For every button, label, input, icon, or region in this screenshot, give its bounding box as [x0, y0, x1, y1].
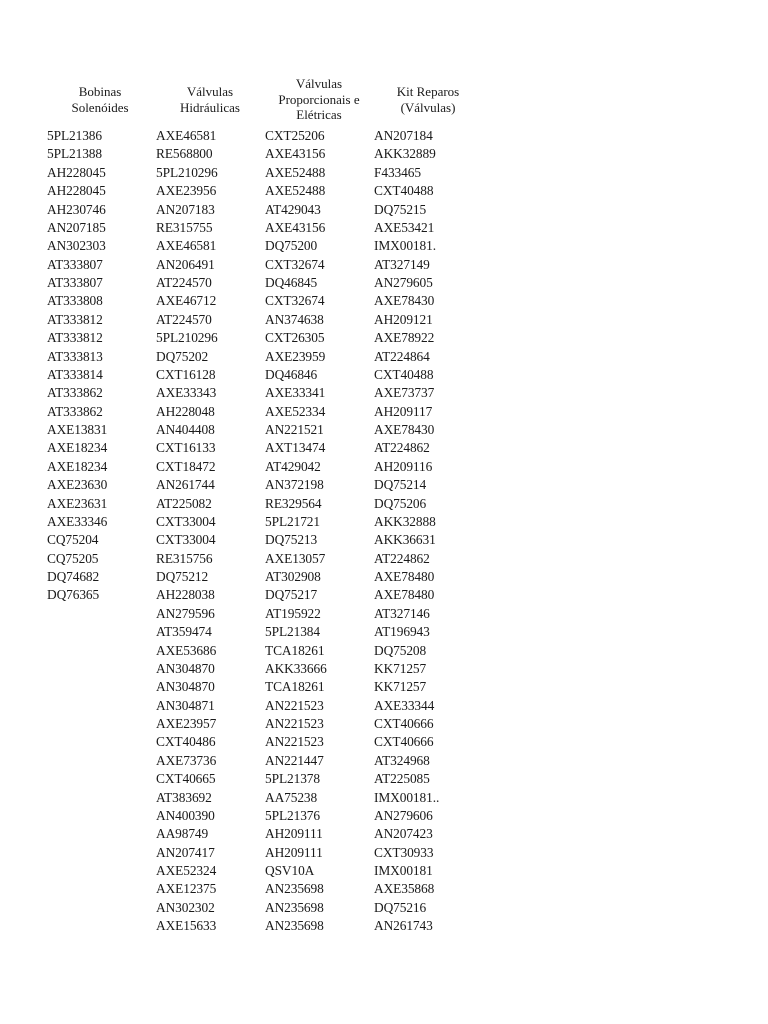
part-number: TCA18261: [265, 642, 325, 658]
header-line: Proporcionais e: [278, 91, 360, 107]
header-valvulas-hidraulicas: [166, 84, 254, 115]
part-number: AKK32889: [374, 146, 436, 162]
part-number: AN374638: [265, 311, 324, 327]
part-number: AN372198: [265, 477, 324, 493]
header-valvulas-proporcionais-eletricas: [266, 76, 372, 123]
part-number: RE568800: [156, 146, 213, 162]
column-valvulas-hidraulicas: [156, 127, 218, 936]
part-number: AKK33666: [265, 660, 327, 676]
part-number: AXE23957: [156, 716, 217, 731]
part-number: DQ75213: [265, 532, 318, 548]
part-number: 5PL21378: [265, 771, 320, 787]
part-number: AH209121: [374, 311, 433, 327]
part-number: AXE23631: [47, 495, 108, 511]
part-number: CXT30933: [374, 844, 434, 860]
header-kit-reparos: [384, 84, 472, 115]
part-number: AKK32888: [374, 513, 436, 529]
part-number: DQ75202: [156, 348, 209, 364]
part-number: AN304871: [156, 697, 215, 713]
part-number: AXE53421: [374, 219, 435, 235]
part-number: AN235698: [265, 899, 324, 915]
part-number: AXE78430: [374, 293, 435, 309]
part-number: 5PL21721: [265, 513, 320, 529]
part-number: CXT40486: [156, 734, 216, 750]
part-number: DQ46846: [265, 366, 318, 382]
part-number: AT196943: [374, 624, 430, 640]
part-number: AXE23956: [156, 183, 217, 199]
part-number: AT224570: [156, 275, 212, 290]
part-number: F433465: [374, 164, 421, 180]
part-number: AN221447: [265, 752, 324, 768]
part-number: AN221521: [265, 422, 324, 437]
header-line: Solenóides: [71, 99, 129, 115]
part-number: AXE73736: [156, 752, 217, 768]
part-number: AN261744: [156, 477, 215, 493]
part-number: DQ75215: [374, 201, 427, 217]
part-number: 5PL21376: [265, 807, 320, 823]
part-number: AXE52488: [265, 164, 326, 180]
part-number: DQ75212: [156, 569, 209, 584]
header-line: Elétricas: [296, 107, 342, 122]
part-number: AXE13057: [265, 550, 326, 566]
part-number: AN302302: [156, 899, 215, 915]
header-line: Bobinas: [78, 84, 122, 99]
part-number: AXE23959: [265, 348, 326, 364]
part-number: AKK36631: [374, 532, 436, 548]
part-number: AT333807: [47, 256, 103, 272]
part-number: AN207417: [156, 844, 215, 860]
part-number: CXT33004: [156, 513, 216, 529]
part-number: AH209111: [265, 844, 323, 860]
part-number: AT333812: [47, 330, 103, 346]
part-number: AXE43156: [265, 219, 326, 235]
part-number: DQ75206: [374, 495, 427, 511]
part-number: AN404408: [156, 422, 215, 437]
part-number: CXT40666: [374, 734, 434, 750]
part-number: AH228048: [156, 403, 215, 419]
part-number: AN304870: [156, 660, 215, 676]
part-number: AT327146: [374, 605, 430, 621]
part-number: RE315755: [156, 219, 213, 235]
part-number: AT327149: [374, 256, 430, 272]
part-number: 5PL210296: [156, 164, 218, 180]
part-number: AXE52334: [265, 403, 326, 419]
header-line: Kit Reparos: [396, 84, 460, 99]
part-number: CXT40665: [156, 771, 216, 787]
part-number: AXE43156: [265, 146, 326, 162]
part-number: AN207184: [374, 128, 433, 143]
part-number: AN207183: [156, 201, 215, 217]
part-number: AN400390: [156, 807, 215, 823]
part-number: AT429043: [265, 201, 321, 217]
part-number: AXE33341: [265, 385, 326, 401]
part-number: AN221523: [265, 734, 324, 750]
part-number: KK71257: [374, 660, 427, 676]
part-number: DQ76365: [47, 587, 100, 603]
part-number: DQ75216: [374, 899, 427, 915]
part-number: CXT16128: [156, 366, 216, 382]
part-number: AH230746: [47, 201, 106, 217]
part-number: AH228038: [156, 587, 215, 603]
part-number: DQ75200: [265, 238, 318, 254]
part-number: AN207185: [47, 219, 106, 235]
part-number: 5PL21386: [47, 128, 102, 143]
part-number: CXT32674: [265, 293, 325, 309]
part-number: AH228045: [47, 183, 106, 199]
part-number: AH209116: [374, 458, 433, 474]
part-number: CXT40488: [374, 183, 434, 199]
part-number: CQ75205: [47, 550, 99, 566]
part-number: 5PL21388: [47, 146, 102, 162]
part-number: AT429042: [265, 458, 321, 474]
part-number: RE315756: [156, 550, 213, 566]
part-number: AT224862: [374, 550, 430, 566]
part-number: AXE52324: [156, 863, 217, 878]
header-bobinas-solenoides: [58, 84, 142, 115]
part-number: AN235698: [265, 881, 324, 897]
part-number: AXE33344: [374, 697, 435, 713]
part-number: AA98749: [156, 826, 209, 842]
part-number: IMX00181..: [374, 789, 440, 805]
part-number: DQ74682: [47, 569, 100, 584]
header-line: Válvulas: [295, 76, 343, 91]
part-number: AXE33343: [156, 385, 217, 401]
part-number: AXE53686: [156, 642, 217, 658]
part-number: AN221523: [265, 716, 324, 731]
column-valvulas-proporcionais-eletricas: [265, 127, 327, 936]
part-number: AXE13831: [47, 422, 108, 437]
part-number: AT195922: [265, 605, 321, 621]
part-number: AT383692: [156, 789, 212, 805]
part-number: QSV10A: [265, 863, 315, 878]
part-number: AT333808: [47, 293, 103, 309]
header-line: Válvulas: [186, 84, 234, 99]
part-number: AXE78480: [374, 569, 435, 584]
part-number: AXE23630: [47, 477, 108, 493]
part-number: AN235698: [265, 918, 324, 934]
part-number: DQ75208: [374, 642, 427, 658]
part-number: AXE46581: [156, 128, 217, 143]
part-number: CXT25206: [265, 128, 325, 143]
part-number: AXE46581: [156, 238, 217, 254]
part-number: AT224862: [374, 440, 430, 456]
column-bobinas-solenoides: [47, 127, 107, 605]
part-number: AA75238: [265, 789, 318, 805]
part-number: AXE15633: [156, 918, 217, 934]
part-number: AN304870: [156, 679, 215, 695]
part-number: CXT33004: [156, 532, 216, 548]
part-number: AXE78480: [374, 587, 435, 603]
part-number: AN279596: [156, 605, 215, 621]
part-number: AN279606: [374, 807, 433, 823]
part-number: AH209111: [265, 826, 323, 842]
part-number: AT225085: [374, 771, 430, 787]
part-number: CXT18472: [156, 458, 216, 474]
part-number: CXT16133: [156, 440, 216, 456]
part-number: AT333812: [47, 311, 103, 327]
part-number: AXE46712: [156, 293, 217, 309]
part-number: AXE73737: [374, 385, 435, 401]
part-number: AT333862: [47, 385, 103, 401]
part-number: AXE35868: [374, 881, 435, 897]
part-number: IMX00181: [374, 863, 433, 878]
part-number: AT333814: [47, 366, 103, 382]
part-number: AT359474: [156, 624, 212, 640]
part-number: AT333807: [47, 275, 103, 290]
part-number: AT333813: [47, 348, 103, 364]
part-number: AT302908: [265, 569, 321, 584]
part-number: TCA18261: [265, 679, 325, 695]
part-number: AT324968: [374, 752, 430, 768]
part-number: AN221523: [265, 697, 324, 713]
part-number: DQ46845: [265, 275, 318, 290]
part-number: 5PL210296: [156, 330, 218, 346]
part-number: RE329564: [265, 495, 322, 511]
part-number: AXE78922: [374, 330, 435, 346]
part-number: AXE12375: [156, 881, 217, 897]
part-number: AXE18234: [47, 440, 108, 456]
part-number: AN206491: [156, 256, 215, 272]
part-number: CXT26305: [265, 330, 325, 346]
part-number: AXT13474: [265, 440, 326, 456]
header-line: (Válvulas): [400, 99, 456, 115]
part-number: CQ75204: [47, 532, 99, 548]
part-number: AXE52488: [265, 183, 326, 199]
part-number: AXE78430: [374, 422, 435, 437]
column-kit-reparos: [374, 127, 439, 936]
part-number: AT224864: [374, 348, 430, 364]
part-number: IMX00181.: [374, 238, 436, 254]
part-number: AT333862: [47, 403, 103, 419]
part-number: AN302303: [47, 238, 106, 254]
part-number: AH228045: [47, 164, 106, 180]
part-number: AT225082: [156, 495, 212, 511]
part-number: DQ75217: [265, 587, 318, 603]
part-number: KK71257: [374, 679, 427, 695]
part-number: AXE18234: [47, 458, 108, 474]
header-line: Hidráulicas: [180, 99, 240, 115]
part-number: AN207423: [374, 826, 433, 842]
part-number: AXE33346: [47, 513, 108, 529]
part-number: AN261743: [374, 918, 433, 934]
part-number: AH209117: [374, 403, 433, 419]
part-number: DQ75214: [374, 477, 427, 493]
part-number: AN279605: [374, 275, 433, 290]
part-number: CXT40488: [374, 366, 434, 382]
part-number: 5PL21384: [265, 624, 320, 640]
part-number: AT224570: [156, 311, 212, 327]
part-number: CXT32674: [265, 256, 325, 272]
part-number: CXT40666: [374, 716, 434, 731]
